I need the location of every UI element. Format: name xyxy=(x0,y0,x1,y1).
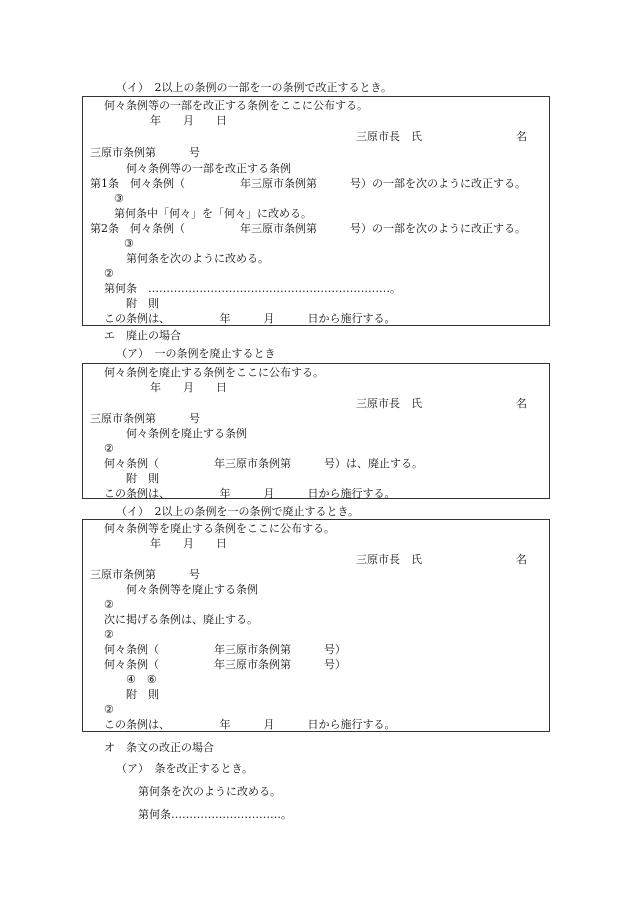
promulgation-line: 何々条例等の一部を改正する条例をここに公布する。 xyxy=(104,99,368,112)
circled-mark: ② xyxy=(104,703,114,716)
ordinance-number: 三原市条例第 号 xyxy=(90,568,200,581)
ordinance-title: 何々条例等の一部を改正する条例 xyxy=(126,162,291,175)
date-line: 年 月 日 xyxy=(150,537,227,550)
promulgation-line: 何々条例等を廃止する条例をここに公布する。 xyxy=(104,522,335,535)
mayor-title: 三原市長 氏 xyxy=(356,130,422,143)
mayor-title: 三原市長 氏 xyxy=(356,397,422,410)
effective-date: この条例は、 年 月 日から施行する。 xyxy=(104,487,396,500)
section-heading: （イ） 2以上の条例の一部を一の条例で改正するとき。 xyxy=(116,81,393,94)
date-line: 年 月 日 xyxy=(150,114,227,127)
section-heading: （ア） 一の条例を廃止するとき xyxy=(116,347,276,360)
circled-mark: ② xyxy=(104,442,114,455)
mayor-name: 名 xyxy=(516,397,527,410)
ordinance-title: 何々条例を廃止する条例 xyxy=(126,427,247,440)
circled-mark: ② xyxy=(104,267,114,280)
ordinance-number: 三原市条例第 号 xyxy=(90,146,200,159)
mayor-name: 名 xyxy=(516,553,527,566)
repeal-body: 次に掲げる条例は、廃止する。 xyxy=(104,613,258,626)
promulgation-line: 何々条例を廃止する条例をここに公布する。 xyxy=(104,366,324,379)
article-text: 第何条…………………………。 xyxy=(138,808,292,821)
supplementary-heading: 附 則 xyxy=(126,297,159,310)
amendment-line: 第何条を次のように改める。 xyxy=(138,785,281,798)
article-text: 第何条 …………………………………………………………。 xyxy=(104,282,401,295)
section-heading: オ 条文の改正の場合 xyxy=(104,741,214,754)
subsection-heading: （ア） 条を改正するとき。 xyxy=(116,762,254,775)
list-item: 何々条例（ 年三原市条例第 号） xyxy=(104,658,346,671)
repeal-body: 何々条例（ 年三原市条例第 号）は、廃止する。 xyxy=(104,457,423,470)
effective-date: この条例は、 年 月 日から施行する。 xyxy=(104,718,396,731)
circled-mark: ③ xyxy=(124,237,134,250)
section-heading: （イ） 2以上の条例を一の条例で廃止するとき。 xyxy=(116,505,360,518)
section-heading: エ 廃止の場合 xyxy=(104,329,181,342)
article-1-body: 第何条中「何々」を「何々」に改める。 xyxy=(114,207,312,220)
supplementary-heading: 附 則 xyxy=(126,688,159,701)
supplementary-heading: 附 則 xyxy=(126,472,159,485)
mayor-name: 名 xyxy=(516,130,527,143)
circled-mark: ② xyxy=(104,598,114,611)
article-2: 第2条 何々条例（ 年三原市条例第 号）の一部を次のように改正する。 xyxy=(90,222,526,235)
list-item: 何々条例（ 年三原市条例第 号） xyxy=(104,643,346,656)
article-1: 第1条 何々条例（ 年三原市条例第 号）の一部を次のように改正する。 xyxy=(90,177,526,190)
ordinance-title: 何々条例等を廃止する条例 xyxy=(126,583,258,596)
date-line: 年 月 日 xyxy=(150,381,227,394)
circled-mark: ④ ⑥ xyxy=(126,673,157,686)
circled-mark: ③ xyxy=(114,192,124,205)
mayor-title: 三原市長 氏 xyxy=(356,553,422,566)
article-2-body: 第何条を次のように改める。 xyxy=(126,252,269,265)
circled-mark: ② xyxy=(104,628,114,641)
ordinance-number: 三原市条例第 号 xyxy=(90,412,200,425)
effective-date: この条例は、 年 月 日から施行する。 xyxy=(104,312,396,325)
